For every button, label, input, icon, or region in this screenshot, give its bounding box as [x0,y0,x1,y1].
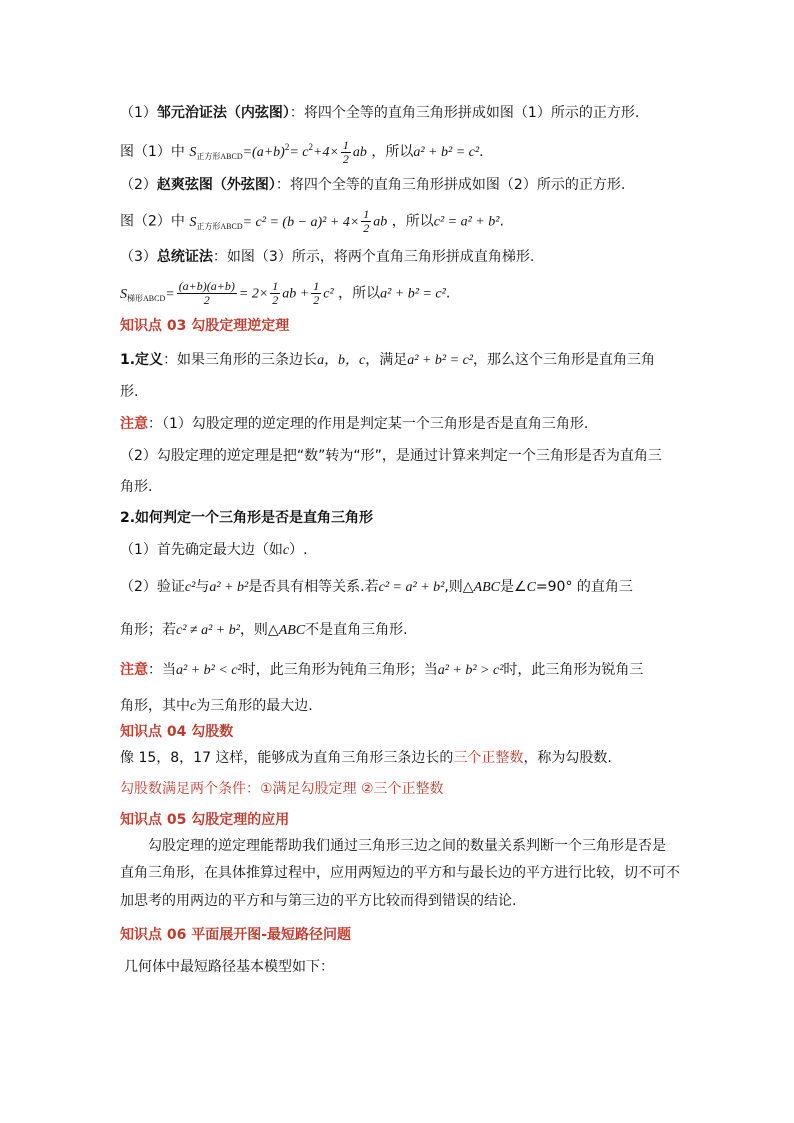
pythagorean-equation: a² + b² = c² [407,353,473,368]
section-05-heading: 知识点 05 勾股定理的应用 [120,812,290,828]
fraction-denominator: 2 [313,293,320,307]
formula-prefix: 图（1）中 [120,144,185,160]
note-text: 时，此三角形为锐角三 [503,662,644,678]
fraction-numerator: 1 [272,279,279,293]
fraction-denominator: 2 [203,293,210,307]
step-text: 是∠ [500,579,527,595]
formula-part: a² + b² < c² [176,663,242,678]
step-text: ,则△ [444,579,474,595]
formula-part: a² + b² [209,580,249,595]
application-paragraph-line-2: 直角三角形，在具体推算过程中，应用两短边的平方和与最长边的平方进行比较，切不可不 [120,865,680,881]
formula-part: c² ≠ a² + b² [176,623,240,638]
note-text: ：（1）勾股定理的逆定理的作用是判定某一个三角形是否是直角三角形. [148,416,589,432]
pythagorean-triple-definition [120,748,612,768]
area-formula: $S_{正方形ABCD}=(a+b)^2= c^2+4\times$ [189,142,339,161]
body-text: ，称为勾股数. [523,750,612,766]
triangle-name: ABC [473,580,501,595]
step-1 [120,540,308,561]
item-number: （2） [120,177,157,193]
note-2-line-2: 角形. [120,479,153,495]
definition-text: ：如果三角形的三条边长 [163,352,318,368]
fraction [341,139,351,166]
fraction-numerator: 1 [342,137,349,152]
note-3 [120,660,643,681]
step-text: 不是直角三角形. [305,622,408,638]
fraction [270,280,280,307]
fraction [177,280,237,307]
conjunction: ，所以 [371,144,414,160]
side-variables: a，b，c [317,353,366,368]
body-text: 像 15，8，17 这样，能够成为直角三角形三条边长的 [120,750,454,766]
proof-2-formula [120,208,504,237]
formula-part: a² + b² > c² [437,663,504,678]
definition-label: 1.定义 [120,352,164,368]
definition-line-2: 形. [120,384,139,400]
formula-part: = c [289,145,309,160]
fraction-denominator: 2 [272,293,279,307]
area-subscript: 梯形ABCD [127,293,166,303]
formula-prefix: 图（2）中 [120,213,185,230]
method-description: ：将四个全等的直角三角形拼成如图（1）所示的正方形. [289,105,640,121]
section-06-heading: 知识点 06 平面展开图-最短路径问题 [120,927,352,943]
period: . [499,213,504,230]
note-text: ：当 [148,662,176,678]
method-name: 邹元治证法（内弦图） [156,105,290,121]
area-formula: $S_{梯形ABCD}=$ [120,286,175,303]
definition-text: ，满足 [365,352,408,368]
formula-part: = c² = (b − a)² + 4× [242,214,360,230]
method-description: ：将四个全等的直角三角形拼成如图（2）所示的正方形. [275,177,626,193]
how-to-judge-heading: 2.如何判定一个三角形是否是直角三角形 [120,510,374,526]
fraction-denominator: 2 [363,221,370,235]
formula-part: +4× [313,145,339,160]
definition-line [120,350,655,371]
step-text: 是否具有相等关系.若 [248,579,379,595]
angle-name: C [526,580,536,595]
note-text: 时，此三角形为钝角三角形；当 [241,662,438,678]
formula-part: ab + [282,286,310,302]
fraction-numerator: 1 [363,207,370,221]
pythagorean-triple-conditions: 勾股数满足两个条件：①满足勾股定理 ②三个正整数 [120,781,444,797]
period: . [479,144,484,160]
area-subscript: 正方形ABCD [196,221,243,231]
proof-2-title [120,175,625,195]
conjunction: ，所以 [391,213,434,230]
fraction-numerator: (a+b)(a+b) [178,279,235,293]
section-03-heading: 知识点 03 勾股定理逆定理 [120,318,290,334]
area-subscript: 正方形ABCD [196,152,243,161]
proof-3-formula [120,280,450,309]
item-number: （1） [120,105,157,121]
shortest-path-intro: 几何体中最短路径基本模型如下： [124,959,334,975]
step-text: 与 [195,579,210,595]
application-paragraph-line-3: 加思考的用两边的平方和与第三边的平方比较而得到错误的结论. [120,893,517,909]
formula-part: c² [323,286,334,302]
variable: c [282,543,290,558]
item-number: （3） [120,249,157,265]
result-formula: c² = a² + b² [433,214,500,230]
conjunction: ，所以 [338,285,381,302]
application-paragraph-line-1: 勾股定理的逆定理能帮助我们通过三角形三边之间的数量关系判断一个三角形是否是 [148,838,666,854]
fraction-numerator: 1 [313,279,320,293]
result-formula: a² + b² = c² [380,286,446,302]
note-text: 角形，其中 [120,698,190,714]
variable: c [190,699,197,714]
proof-1-formula [120,137,484,167]
area-symbol: S [189,145,197,160]
step-text: ，则△ [239,622,279,638]
proof-3-title [120,247,534,267]
formula-part: c² = a² + b² [378,580,445,595]
fraction [361,208,371,235]
note-3-line-2 [120,696,313,717]
area-formula: $S_{正方形ABCD}= c^2 = (b - a)^2 + 4\times$ [189,214,360,231]
step-text: 角形；若 [120,622,176,638]
step-2 [120,577,633,598]
formula-part: =(a+b) [242,145,285,160]
section-04-heading: 知识点 04 勾股数 [120,724,234,740]
method-name: 总统证法 [156,249,213,265]
formula-part: ab [373,214,388,230]
note-2-line-1: （2）勾股定理的逆定理是把“数”转为“形”，是通过计算来判定一个三角形是否为直角三 [120,448,662,464]
step-text: （2）验证 [120,579,185,595]
method-description: ：如图（3）所示，将两个直角三角形拼成直角梯形. [212,249,535,265]
step-text: （1）首先确定最大边（如 [120,542,283,558]
step-text: =90° 的直角三 [535,579,633,595]
step-3 [120,620,408,641]
proof-1-title [120,103,639,123]
formula-part: c² [184,580,196,595]
highlight-text: 三个正整数 [453,750,524,766]
method-name: 赵爽弦图（外弦图） [156,177,276,193]
fraction-denominator: 2 [342,151,349,166]
formula-part: = 2× [238,286,269,302]
period: . [445,285,451,302]
definition-text: ，那么这个三角形是直角三角 [472,352,655,368]
note-1 [120,414,588,434]
fraction [311,280,321,307]
triangle-name: ABC [278,623,306,638]
note-label: 注意 [120,662,148,678]
note-text: 为三角形的最大边. [196,698,313,714]
step-text: ）. [289,542,308,558]
result-formula: a² + b² = c² [413,145,480,160]
note-label: 注意 [120,416,148,432]
formula-part: ab [352,145,367,160]
